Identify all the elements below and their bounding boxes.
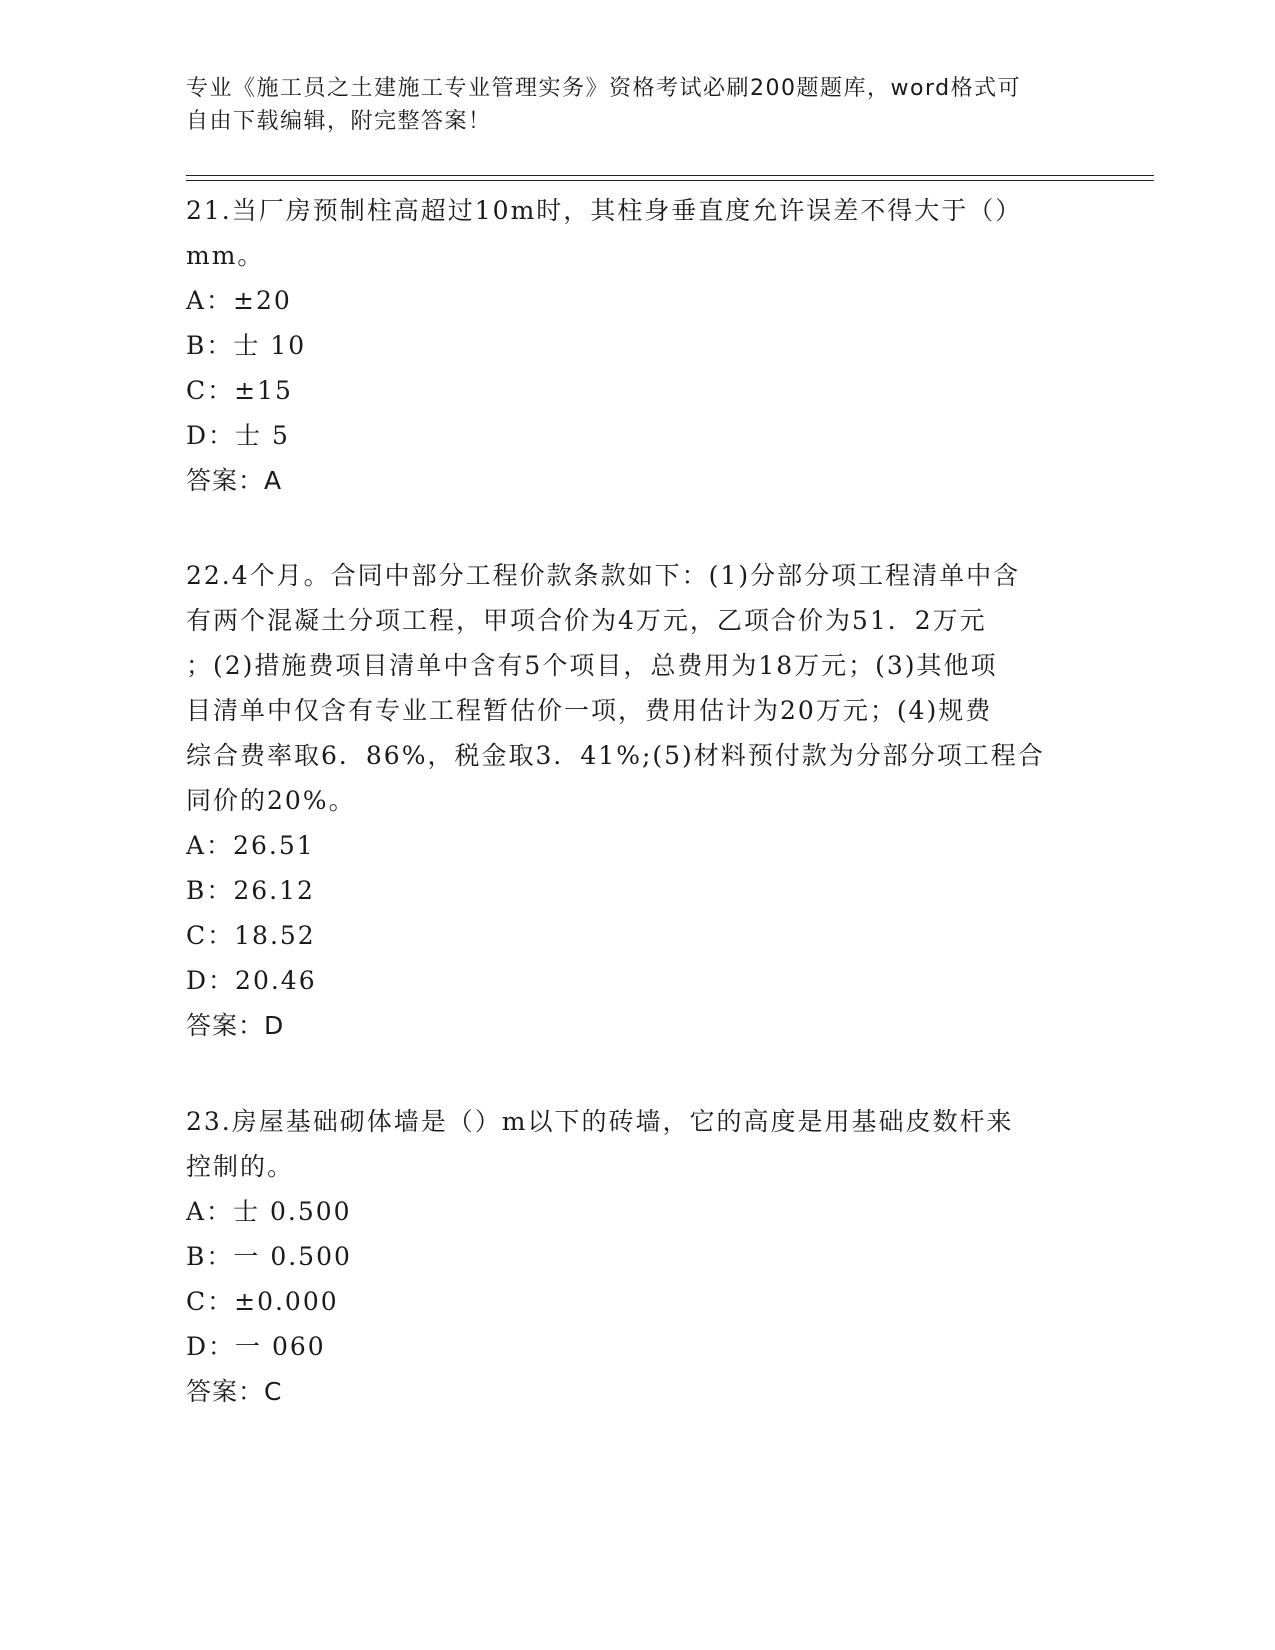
header-divider-top [186, 175, 1154, 176]
option-d: D：一 060 [186, 1332, 326, 1361]
stem-line: 21.当厂房预制柱高超过10m时，其柱身垂直度允许误差不得大于（） [186, 196, 1023, 225]
question-21 [186, 188, 1086, 503]
answer: 答案：A [186, 466, 283, 495]
answer: 答案：C [186, 1377, 283, 1406]
stem-line: mm。 [186, 241, 265, 270]
stem-line: 22.4个月。合同中部分工程价款条款如下：(1)分部分项工程清单中含 [186, 561, 1021, 590]
stem-line: 有两个混凝土分项工程，甲项合价为4万元，乙项合价为51．2万元 [186, 606, 987, 635]
stem-line: 同价的20%。 [186, 786, 356, 815]
header-line-1: 专业《施工员之土建施工专业管理实务》资格考试必刷200题题库，word格式可 [186, 76, 1022, 101]
stem-line: 综合费率取6．86%，税金取3．41%;(5)材料预付款为分部分项工程合 [186, 741, 1045, 770]
question-stem [186, 188, 1086, 278]
option-a: A：士 0.500 [186, 1197, 352, 1226]
option-b: B：一 0.500 [186, 1242, 352, 1271]
option-d: D：20.46 [186, 966, 317, 995]
option-a: A：26.51 [186, 831, 315, 860]
question-stem [186, 1099, 1086, 1189]
answer: 答案：D [186, 1011, 285, 1040]
option-b: B：士 10 [186, 331, 307, 360]
option-c: C：18.52 [186, 921, 316, 950]
stem-line: 目清单中仅含有专业工程暂估价一项，费用估计为20万元；(4)规费 [186, 696, 993, 725]
option-a: A：±20 [186, 286, 292, 315]
question-23 [186, 1099, 1086, 1414]
stem-line: 控制的。 [186, 1152, 295, 1181]
option-b: B：26.12 [186, 876, 315, 905]
option-d: D：士 5 [186, 421, 290, 450]
option-c: C：±15 [186, 376, 293, 405]
header-line-2: 自由下载编辑，附完整答案！ [186, 109, 492, 134]
option-c: C：±0.000 [186, 1287, 339, 1316]
question-stem [186, 553, 1086, 823]
header-divider-bottom [186, 180, 1154, 181]
stem-line: ；(2)措施费项目清单中含有5个项目，总费用为18万元；(3)其他项 [186, 651, 998, 680]
stem-line: 23.房屋基础砌体墙是（）m以下的砖墙，它的高度是用基础皮数杆来 [186, 1107, 1014, 1136]
question-22 [186, 553, 1086, 1048]
document-header [186, 72, 1086, 138]
